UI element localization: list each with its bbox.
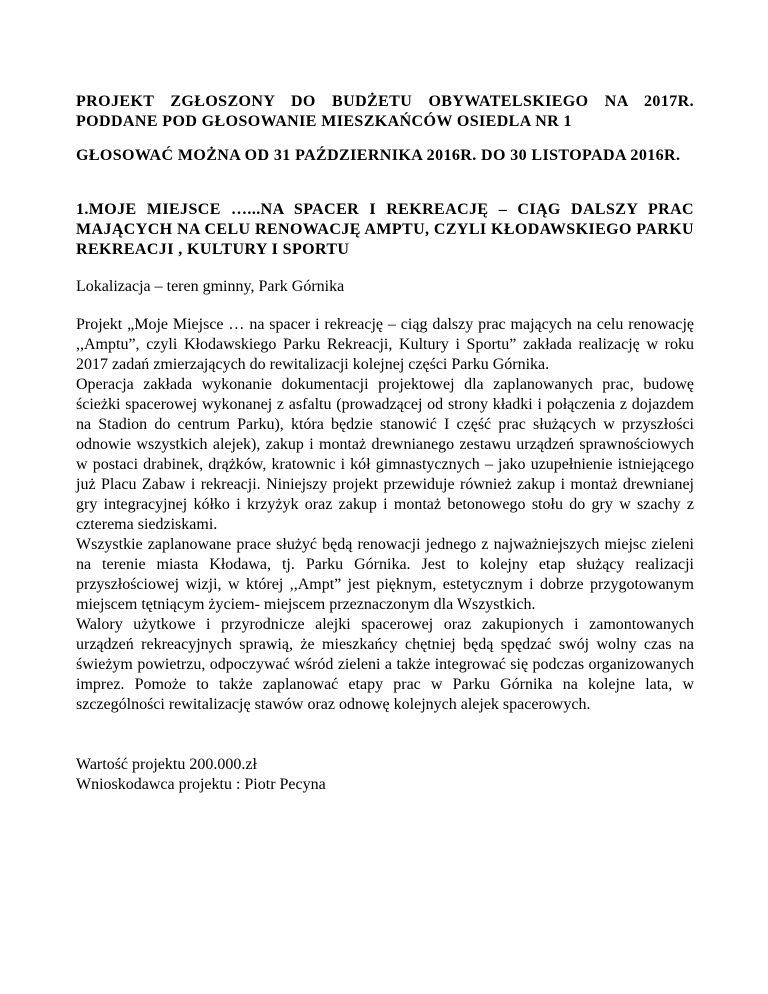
description-paragraph: Wszystkie zaplanowane prace służyć będą renowacji jednego z najważniejszych miejsc zieleni na terenie miasta Kłodawa, tj. Parku Górnika. Jest to kolejny etap służący realizacji przyszłościowej wizji, w której ,,Ampt” jest pięknym, estetycznym i dobrze przygotowanym miejscem tętniącym życiem- miejscem przeznaczonym dla Wszystkich. [76,536,694,613]
announcement-heading: PROJEKT ZGŁOSZONY DO BUDŻETU OBYWATELSKIEGO NA 2017R. PODDANE POD GŁOSOWANIE MIESZKAŃCÓW OSIEDLA NR 1 [76,93,694,130]
project-footer [76,755,694,795]
project-title: 1.MOJE MIEJSCE …...NA SPACER I REKREACJĘ – CIĄG DALSZY PRAC MAJĄCYCH NA CELU RENOWACJĘ AMPTU, CZYLI KŁODAWSKIEGO PARKU REKREACJI , KULTURY I SPORTU [76,201,694,258]
project-location: Lokalizacja – teren gminny, Park Górnika [76,278,345,295]
project-value: Wartość projektu 200.000.zł [76,756,257,773]
description-paragraph: Projekt „Moje Miejsce … na spacer i rekreację – ciąg dalszy prac mających na celu renowację ,,Amptu”, czyli Kłodawskiego Parku Rekreacji, Kultury i Sportu” zakłada realizację w roku 2017 zadań zmierzających do rewitalizacji kolejnej części Parku Górnika. [76,316,694,373]
project-description [76,315,694,715]
voting-dates-heading: GŁOSOWAĆ MOŻNA OD 31 PAŹDZIERNIKA 2016R. DO 30 LISTOPADA 2016R. [76,147,681,164]
project-applicant: Wnioskodawca projektu : Piotr Pecyna [76,776,326,793]
description-paragraph: Walory użytkowe i przyrodnicze alejki spacerowej oraz zakupionych i zamontowanych urządzeń rekreacyjnych sprawią, że mieszkańcy chętniej będą spędzać swój wolny czas na świeżym powietrzu, odpoczywać wśród zieleni a także integrować się podczas organizowanych imprez. Pomoże to także zaplanować etapy prac w Parku Górnika na kolejne lata, w szczególności rewitalizację stawów oraz odnowę kolejnych alejek spacerowych. [76,616,694,713]
description-paragraph: Operacja zakłada wykonanie dokumentacji projektowej dla zaplanowanych prac, budowę ścieżki spacerowej wykonanej z asfaltu (prowadzącej od strony kładki i połączenia z dojazdem na Stadion do centrum Parku), która będzie stanowić I część prac służących w przyszłości odnowie wszystkich alejek), zakup i montaż drewnianego zestawu urządzeń sprawnościowych w postaci drabinek, drążków, kratownic i kół gimnastycznych – jako uzupełnienie istniejącego już Placu Zabaw i rekreacji. Niniejszy projekt przewiduje również zakup i montaż drewnianej gry integracyjnej kółko i krzyżyk oraz zakup i montaż betonowego stołu do gry w szachy z czterema siedziskami. [76,376,694,533]
